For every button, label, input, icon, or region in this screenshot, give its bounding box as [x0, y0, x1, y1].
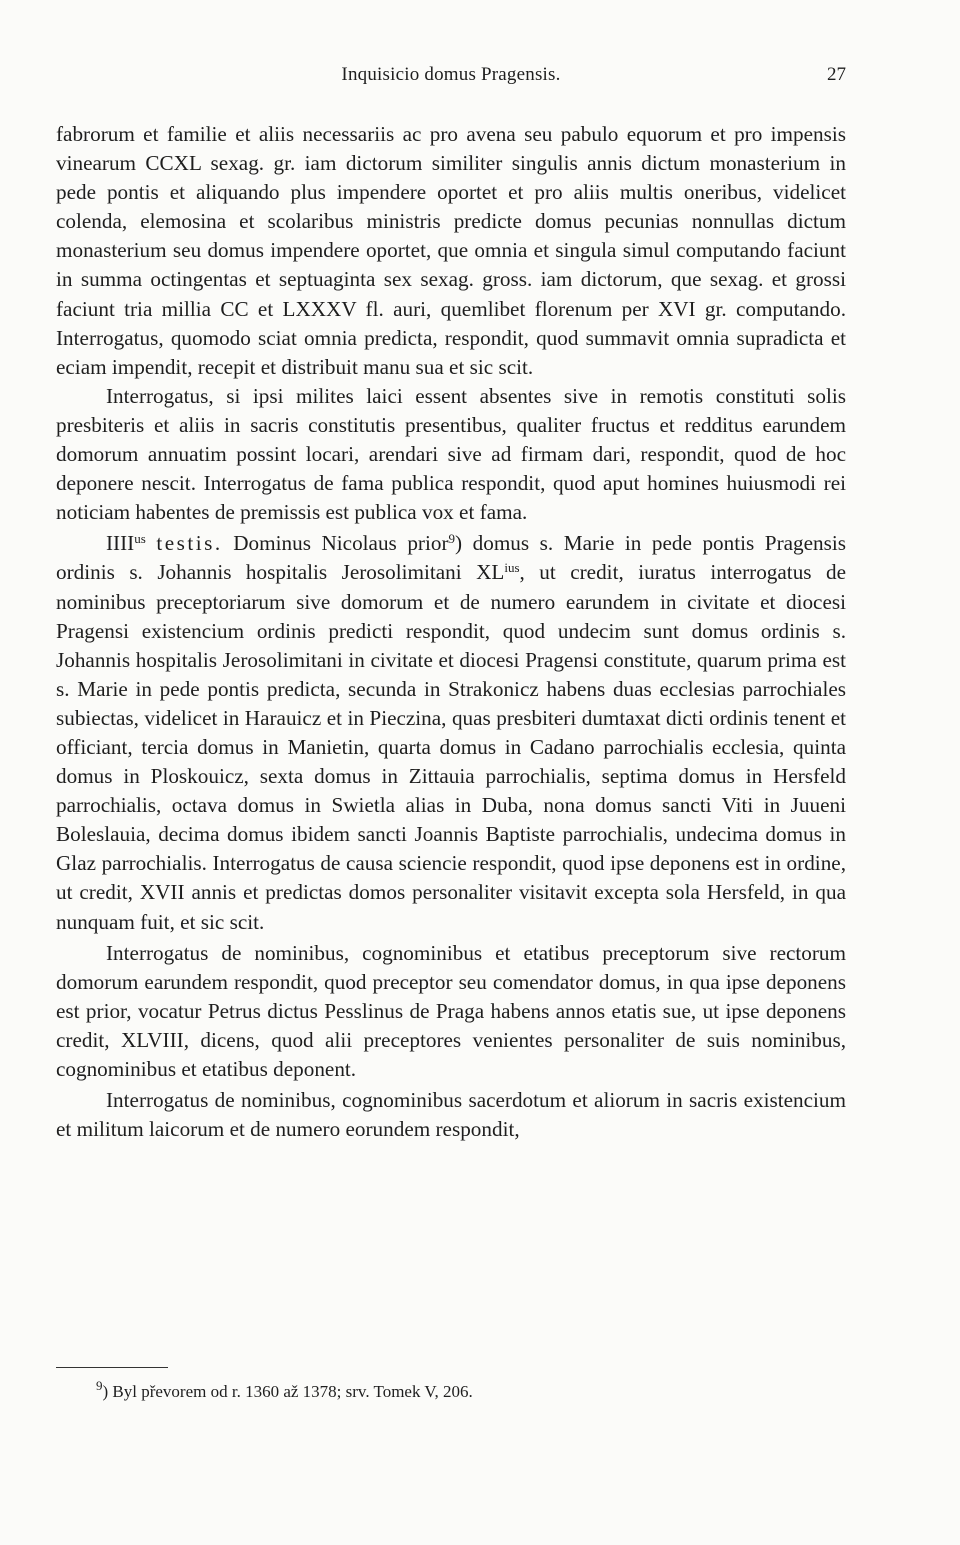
footnote-reference: 9	[448, 531, 456, 547]
witness-ordinal-suffix: us	[134, 531, 146, 547]
footnote-marker: 9	[96, 1377, 103, 1393]
body-text	[56, 120, 846, 1144]
page-number: 27	[827, 64, 846, 85]
running-header	[56, 60, 846, 90]
paragraph-5: Interrogatus de nominibus, cognominibus sacerdotum et aliorum in sacris existencium et militum laicorum et de numero eorundem respondit,	[56, 1088, 846, 1142]
footnote-divider	[56, 1367, 168, 1368]
running-title: Inquisicio domus Pragensis.	[341, 64, 561, 85]
witness-label: testis.	[156, 531, 223, 556]
footnote-text: ) Byl převorem od r. 1360 až 1378; srv. Tomek V, 206.	[102, 1382, 473, 1401]
paragraph-witness	[56, 529, 846, 936]
age-suffix: ius	[504, 560, 520, 576]
footnote	[96, 1377, 836, 1404]
witness-ordinal: IIII	[106, 531, 135, 556]
witness-text-1: ) domus s. Marie in pede pontis Pragensis ordinis s. Johannis hospitalis Jerosolimitani XL	[56, 531, 847, 585]
paragraph-1: fabrorum et familie et aliis necessariis ac pro avena seu pabulo equorum et pro impensis vinearum CCXL sexag. gr. iam dictorum similiter singulis annis dictum monasterium in pede pontis et aliquando plus impendere oportet et pro aliis multis oneribus, videlicet colenda, elemosina et scolaribus ministris predicte domus pecunias nonnullas dictum monasterium seu domus impendere oportet, que omnia et singula simul computando faciunt in summa octingentas et septuaginta sex sexag. gross. iam dictorum, que sexag. et grossi faciunt tria millia CC et LXXXV fl. auri, quemlibet florenum per XVI gr. computando. Interrogatus, quomodo sciat omnia predicta, respondit, quod summavit omnia supradicta et eciam impendit, recepit et distribuit manu sua et sic scit.	[56, 122, 846, 379]
witness-text-2: , ut credit, iuratus interrogatus de nominibus preceptoriarum sive domorum et de numero earundem in civitate et diocesi Pragensi existencium ordinis predicti respondit, quod undecim sunt domus ordinis s. Johannis hospitalis Jerosolimitani in civitate et diocesi Pragensi constitute, quarum prima est s. Marie in pede pontis predicta, secunda in Strakonicz habens duas ecclesias parrochiales subiectas, videlicet in Harauicz et in Pieczina, quas presbiteri dumtaxat dicti ordinis tenent et officiant, tercia domus in Manietin, quarta domus in Cadano parrochialis ecclesia, quinta domus in Ploskouicz, sexta domus in Zittauia parrochialis, septima domus in Hersfeld parrochialis, octava domus in Swietla alias in Duba, nona domus sancti Viti in Juueni Boleslauia, decima domus ibidem sancti Joannis Baptiste parrochialis, undecima domus in Glaz parrochialis. Interrogatus de causa sciencie respondit, quod ipse deponens est in ordine, ut credit, XVII annis et predictas domos personaliter visitavit excepta sola Hersfeld, in qua nunquam fuit, et sic scit.	[56, 560, 846, 934]
paragraph-2: Interrogatus, si ipsi milites laici essent absentes sive in remotis constituti solis presbiteris et aliis in sacris constitutis presentibus, qualiter fructus et redditus earundem domorum annuatim possint locari, arendari sive ad firmam dari, respondit, quod de hoc deponere nescit. Interrogatus de fama publica respondit, quod aput homines huiusmodi rei noticiam habentes de premissis est publica vox et fama.	[56, 383, 846, 525]
paragraph-4: Interrogatus de nominibus, cognominibus et etatibus preceptorum sive rectorum domorum earundem respondit, quod preceptor seu comendator domus, in qua ipse deponens est prior, vocatur Petrus dictus Pesslinus de Praga habens annos etatis sue, ut ipse deponens credit, XLVIII, dicens, quod alii preceptores venientes personaliter de suis nominibus, cognominibus et etatibus deponent.	[56, 940, 846, 1081]
witness-name: Dominus Nicolaus prior	[222, 531, 449, 556]
